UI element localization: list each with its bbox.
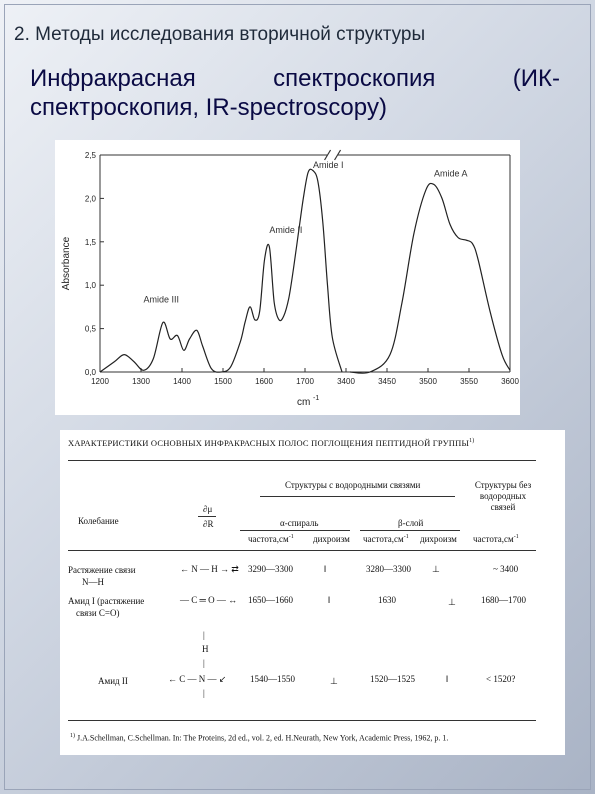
y-tick-label: 0,0 <box>84 368 96 377</box>
ir-bands-table <box>60 430 565 755</box>
y-tick-label: 1,5 <box>84 237 96 247</box>
peak-annotation: Amide II <box>269 225 303 236</box>
group-nohbond-header: Структуры без водородных связей <box>474 480 532 512</box>
row2-alpha-dichroism: ‖ <box>328 595 331 605</box>
row3-beta-freq: 1520—1525 <box>370 674 415 684</box>
row2-alpha-freq: 1650—1660 <box>248 595 293 605</box>
y-tick-label: 2,5 <box>84 151 96 160</box>
deriv-den: ∂R <box>203 519 214 529</box>
x-axis-label: cm <box>297 397 311 408</box>
heading-line-2: спектроскопия, IR-spectroscopy) <box>30 94 388 121</box>
x-tick-label: 1200 <box>91 377 109 386</box>
group-hbond-header: Структуры с водородными связями <box>285 480 421 490</box>
x-tick-label: 1500 <box>214 377 232 386</box>
alpha-freq-header: $частота,см^{-1}$ <box>248 534 294 544</box>
x-tick-label: 1600 <box>255 377 273 386</box>
row2-name: Амид I (растяжение связи C=O) <box>68 596 145 618</box>
row2-beta-dichroism: ⊥ <box>448 597 456 607</box>
y-tick-label: 0,5 <box>84 324 96 334</box>
row3-name: Амид II <box>98 676 128 686</box>
slide-title: 2. Методы исследования вторичной структуры <box>14 24 426 45</box>
row3-bond-line-mid: | <box>203 658 205 668</box>
row3-beta-dichroism: ‖ <box>446 674 449 684</box>
row2-motion: — C ═ O — ↔ <box>180 595 238 605</box>
row3-free-freq: < 1520? <box>486 674 516 684</box>
row3-motion: ← C — N — ↙ <box>168 674 227 684</box>
row1-name: Растяжение связи N—H <box>68 565 136 587</box>
spectrum-line-amide-a-region <box>350 183 510 373</box>
beta-freq-header: $частота,см^{-1}$ <box>363 534 409 544</box>
row1-motion: ← N — H → ⇄ <box>180 564 239 574</box>
spectrum-line-amide-region <box>100 169 342 372</box>
row3-alpha-dichroism: ⊥ <box>330 676 338 686</box>
peak-annotation: Amide I <box>312 160 344 171</box>
peak-annotation: Amide A <box>434 168 468 179</box>
x-tick-label: 3450 <box>378 377 396 386</box>
x-tick-label: 1700 <box>296 377 314 386</box>
col-vibration-header: Колебание <box>78 516 119 526</box>
x-tick-label: 3500 <box>419 377 437 386</box>
row3-h-atom: H <box>202 644 209 654</box>
beta-sheet-header: β-слой <box>398 518 424 528</box>
free-freq-header: $частота,см^{-1}$ <box>473 534 519 544</box>
row2-beta-freq: 1630 <box>378 595 396 605</box>
ir-spectrum-svg <box>55 140 520 415</box>
table-footnote: $^{1)}$ J.A.Schellman, C.Schellman. In: The Proteins, 2d ed., vol. 2, ed. H.Neurath, New York, Academic Press, 1962, p. 1. <box>70 733 449 743</box>
row1-alpha-freq: 3290—3300 <box>248 564 293 574</box>
alpha-dichroism-header: дихроизм <box>313 534 350 544</box>
peak-annotation: Amide III <box>143 294 180 305</box>
row1-beta-freq: 3280—3300 <box>366 564 411 574</box>
row1-free-freq: ~ 3400 <box>493 564 519 574</box>
alpha-helix-header: α-спираль <box>280 518 319 528</box>
x-tick-label: 3400 <box>337 377 355 386</box>
x-tick-label: 3600 <box>501 377 519 386</box>
heading-word-1: Инфракрасная <box>30 65 196 92</box>
heading-word-2: спектроскопия <box>273 65 436 92</box>
row3-bond-line-bottom: | <box>203 688 205 698</box>
y-tick-label: 2,0 <box>84 194 96 204</box>
x-tick-label: 1400 <box>173 377 191 386</box>
ir-spectrum-chart <box>55 140 520 415</box>
heading-word-3: (ИК- <box>512 65 560 92</box>
x-tick-label: 1300 <box>132 377 150 386</box>
slide-heading <box>30 64 560 122</box>
row2-free-freq: 1680—1700 <box>481 595 526 605</box>
row1-alpha-dichroism: ‖ <box>324 564 327 574</box>
row3-alpha-freq: 1540—1550 <box>250 674 295 684</box>
y-axis-label: Absorbance <box>61 236 72 291</box>
table-title: ХАРАКТЕРИСТИКИ ОСНОВНЫХ ИНФРАКРАСНЫХ ПОЛОС ПОГЛОЩЕНИЯ ПЕПТИДНОЙ ГРУППЫ$^{1)}$ <box>68 438 475 448</box>
row3-bond-line-top: | <box>203 630 205 640</box>
y-tick-label: 1,0 <box>84 281 96 291</box>
row1-beta-dichroism: ⊥ <box>432 564 440 574</box>
beta-dichroism-header: дихроизм <box>420 534 457 544</box>
x-axis-label-superscript: -1 <box>313 395 320 402</box>
x-tick-label: 3550 <box>460 377 478 386</box>
deriv-num: ∂μ <box>203 504 213 514</box>
